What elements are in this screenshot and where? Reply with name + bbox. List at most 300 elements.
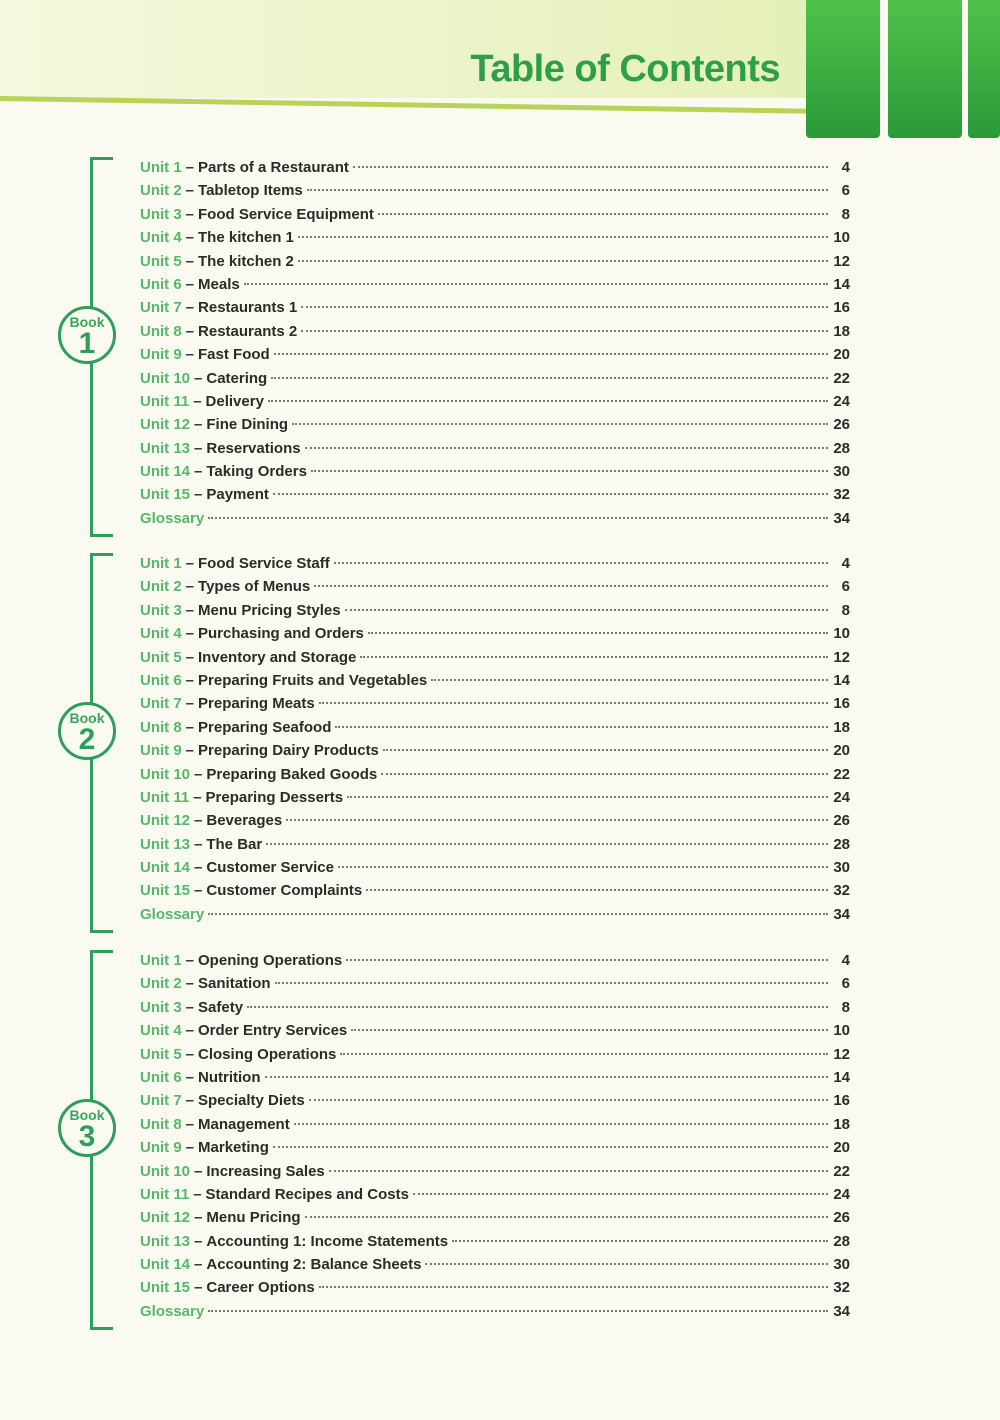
unit-label: Unit 5 [140,648,182,666]
page-number: 12 [833,648,850,666]
unit-label: Unit 4 [140,1022,182,1040]
toc-entry[interactable] [140,297,850,320]
page-number: 20 [833,1139,850,1157]
dot-leader [273,1146,828,1148]
unit-label: Unit 15 [140,486,191,504]
toc-entry[interactable] [140,1277,850,1300]
unit-title: The Bar [206,835,263,853]
page-number: 26 [833,812,850,830]
toc-entry[interactable] [140,1114,850,1137]
toc-entry[interactable] [140,1161,850,1184]
unit-label: Unit 8 [140,322,182,340]
dot-leader [271,377,828,379]
book-badge [58,306,116,364]
dot-leader [353,166,828,168]
unit-label: Unit 9 [140,742,182,760]
separator-dash: – [185,346,195,364]
toc-entry[interactable] [140,461,850,484]
dot-leader [346,959,828,961]
dot-leader [319,702,828,704]
page-number: 14 [833,275,850,293]
unit-title: Food Service Staff [198,555,330,572]
toc-entry[interactable] [140,1044,850,1067]
page-number: 34 [833,905,850,923]
toc-entry[interactable] [140,368,850,391]
unit-title: Nutrition [198,1068,261,1086]
dot-leader [425,1263,828,1265]
unit-label: Unit 8 [140,1115,182,1133]
separator-dash: – [194,765,203,783]
book-badge [58,702,116,760]
separator-dash: – [194,463,203,481]
unit-label: Unit 7 [140,695,182,713]
dot-leader [307,189,828,191]
unit-title: Management [198,1115,290,1133]
toc-entry[interactable] [140,180,850,203]
separator-dash: – [185,159,195,176]
separator-dash: – [185,742,195,760]
dot-leader [309,1099,828,1101]
unit-label: Unit 11 [140,788,190,806]
separator-dash: – [194,859,203,877]
separator-dash: – [185,252,195,270]
unit-title: Taking Orders [206,463,307,481]
dot-leader [208,913,828,915]
unit-label: Unit 7 [140,1092,182,1110]
page-number: 4 [841,159,850,176]
unit-label: Unit 11 [140,1185,190,1203]
toc-entry[interactable] [140,391,850,414]
unit-title: The kitchen 1 [198,229,294,247]
unit-label: Unit 1 [140,952,182,969]
dot-leader [294,1123,828,1125]
unit-title: Career Options [206,1279,315,1297]
page-number: 10 [833,229,850,247]
page-number: 30 [833,859,850,877]
separator-dash: – [194,1256,203,1274]
unit-label: Unit 5 [140,252,182,270]
unit-title: Food Service Equipment [198,205,374,223]
unit-label: Unit 3 [140,601,182,619]
unit-label: Unit 5 [140,1045,182,1063]
separator-dash: – [194,882,203,900]
unit-label: Unit 7 [140,299,182,317]
page-number: 22 [833,1162,850,1180]
unit-label: Unit 2 [140,182,182,200]
book-badge-label: Book [69,1107,105,1123]
unit-label: Unit 13 [140,439,191,457]
book-badge-number: 1 [78,327,96,360]
unit-title: Sanitation [198,975,271,993]
page-number: 20 [833,346,850,364]
page-number: 16 [833,695,850,713]
page-number: 16 [833,1092,850,1110]
unit-label: Glossary [140,905,205,923]
unit-label: Unit 3 [140,205,182,223]
unit-label: Unit 12 [140,416,191,434]
unit-title: Restaurants 2 [198,322,298,340]
separator-dash: – [193,1185,202,1203]
unit-title: Fine Dining [206,416,289,434]
dot-leader [208,517,828,519]
dot-leader [244,283,828,285]
separator-dash: – [185,648,195,666]
separator-dash: – [185,322,195,340]
unit-title: Customer Service [206,859,334,877]
dot-leader [286,819,828,821]
page-number: 14 [833,1068,850,1086]
unit-title: Catering [206,369,268,387]
separator-dash: – [185,1092,195,1110]
dot-leader [301,330,828,332]
toc-entry[interactable] [140,740,850,763]
separator-dash: – [185,275,195,293]
unit-label: Unit 12 [140,1209,191,1227]
toc-entry[interactable] [140,717,850,740]
unit-title: Delivery [205,392,264,410]
page-number: 4 [841,555,850,572]
unit-label: Unit 14 [140,859,191,877]
page-number: 26 [833,416,850,434]
dot-leader [366,889,828,891]
page-number: 32 [833,486,850,504]
page-number: 26 [833,1209,850,1227]
unit-label: Unit 10 [140,765,191,783]
separator-dash: – [194,1232,203,1250]
unit-label: Unit 4 [140,229,182,247]
unit-title: Preparing Fruits and Vegetables [198,671,428,689]
unit-label: Unit 3 [140,998,182,1016]
separator-dash: – [185,718,195,736]
page-number: 10 [833,625,850,643]
toc-entry[interactable] [140,438,850,461]
dot-leader [413,1193,828,1195]
page-number: 22 [833,369,850,387]
page-number: 28 [833,1232,850,1250]
unit-label: Unit 13 [140,1232,191,1250]
dot-leader [452,1240,828,1242]
unit-title: Specialty Diets [198,1092,305,1110]
separator-dash: – [185,998,195,1016]
separator-dash: – [194,835,203,853]
unit-label: Unit 15 [140,882,191,900]
book-badge-label: Book [69,314,105,330]
unit-label: Unit 9 [140,346,182,364]
page-number: 8 [841,205,850,223]
separator-dash: – [194,369,203,387]
separator-dash: – [185,1022,195,1040]
dot-leader [334,562,828,564]
page-number: 24 [833,1185,850,1203]
unit-label: Glossary [140,509,205,527]
dot-leader [314,585,828,587]
page-number: 32 [833,882,850,900]
page-number: 12 [833,252,850,270]
unit-label: Unit 6 [140,671,182,689]
dot-leader [298,236,828,238]
section-tab [806,0,880,138]
book-section-1 [50,157,850,537]
toc-entry[interactable] [140,508,850,531]
toc-entry[interactable] [140,857,850,880]
toc-entry[interactable] [140,647,850,670]
dot-leader [368,632,828,634]
toc-entry[interactable] [140,274,850,297]
unit-label: Unit 1 [140,555,182,572]
dot-leader [360,656,828,658]
unit-title: Marketing [198,1139,269,1157]
toc-entry[interactable] [140,321,850,344]
unit-title: Safety [198,998,244,1016]
unit-title: Tabletop Items [198,182,303,200]
dot-leader [311,470,828,472]
toc-entry[interactable] [140,157,850,180]
header-rule [0,96,812,114]
unit-title: Preparing Seafood [198,718,332,736]
dot-leader [208,1310,828,1312]
dot-leader [301,306,828,308]
dot-leader [305,447,828,449]
unit-title: The kitchen 2 [198,252,294,270]
dot-leader [335,726,828,728]
page-number: 30 [833,1256,850,1274]
toc-entry[interactable] [140,904,850,927]
page-number: 18 [833,718,850,736]
unit-label: Unit 4 [140,625,182,643]
page-number: 28 [833,835,850,853]
toc-entry[interactable] [140,1254,850,1277]
unit-title: Reservations [206,439,301,457]
dot-leader [247,1006,828,1008]
separator-dash: – [193,392,202,410]
separator-dash: – [185,1139,195,1157]
separator-dash: – [185,299,195,317]
unit-title: Parts of a Restaurant [198,159,349,176]
book-badge-number: 2 [78,723,96,756]
section-tab [968,0,1000,138]
page-number: 34 [833,509,850,527]
page-number: 32 [833,1279,850,1297]
page-number: 24 [833,392,850,410]
unit-label: Unit 1 [140,159,182,176]
dot-leader [338,866,828,868]
page-number: 8 [841,998,850,1016]
unit-title: Restaurants 1 [198,299,298,317]
dot-leader [274,353,828,355]
unit-title: Preparing Desserts [205,788,344,806]
toc-list [140,950,850,1324]
dot-leader [298,260,828,262]
dot-leader [305,1216,828,1218]
toc-entry[interactable] [140,1231,850,1254]
book-section-3 [50,950,850,1330]
toc-list [140,553,850,927]
unit-title: Customer Complaints [206,882,363,900]
unit-title: Opening Operations [198,952,343,969]
page-number: 10 [833,1022,850,1040]
dot-leader [266,843,828,845]
book-badge-number: 3 [78,1120,96,1153]
dot-leader [378,213,828,215]
page-number: 22 [833,765,850,783]
unit-label: Glossary [140,1302,205,1320]
page-number: 8 [841,601,850,619]
book-badge [58,1099,116,1157]
page-number: 20 [833,742,850,760]
toc-entry[interactable] [140,834,850,857]
unit-label: Unit 8 [140,718,182,736]
unit-label: Unit 13 [140,835,191,853]
toc-entry[interactable] [140,1184,850,1207]
book-section-2 [50,553,850,933]
unit-title: Menu Pricing Styles [198,601,341,619]
dot-leader [340,1053,828,1055]
separator-dash: – [185,1068,195,1086]
unit-label: Unit 6 [140,1068,182,1086]
unit-title: Accounting 1: Income Statements [206,1232,449,1250]
separator-dash: – [193,788,202,806]
separator-dash: – [194,1162,203,1180]
unit-title: Beverages [206,812,283,830]
section-tab [888,0,962,138]
toc-entry[interactable] [140,1020,850,1043]
toc-entry[interactable] [140,693,850,716]
unit-label: Unit 10 [140,1162,191,1180]
separator-dash: – [194,1279,203,1297]
unit-label: Unit 2 [140,975,182,993]
unit-label: Unit 2 [140,578,182,596]
dot-leader [383,749,828,751]
separator-dash: – [185,578,195,596]
toc-list [140,157,850,531]
toc-entry[interactable] [140,414,850,437]
unit-label: Unit 11 [140,392,190,410]
unit-title: Preparing Meats [198,695,315,713]
unit-title: Preparing Baked Goods [206,765,378,783]
toc-entry[interactable] [140,344,850,367]
page-number: 24 [833,788,850,806]
separator-dash: – [185,975,195,993]
toc-entry[interactable] [140,600,850,623]
dot-leader [273,493,828,495]
toc-entry[interactable] [140,576,850,599]
unit-title: Types of Menus [198,578,311,596]
toc-entry[interactable] [140,623,850,646]
toc-entry[interactable] [140,880,850,903]
page-number: 6 [841,578,850,596]
toc-entry[interactable] [140,251,850,274]
unit-title: Standard Recipes and Costs [205,1185,409,1203]
dot-leader [319,1286,828,1288]
toc-entry[interactable] [140,484,850,507]
toc-entry[interactable] [140,227,850,250]
toc-entry[interactable] [140,553,850,576]
dot-leader [275,982,828,984]
dot-leader [265,1076,829,1078]
dot-leader [268,400,828,402]
separator-dash: – [185,1115,195,1133]
toc-entry[interactable] [140,950,850,973]
toc-entry[interactable] [140,973,850,996]
toc-entry[interactable] [140,1090,850,1113]
toc-entry[interactable] [140,787,850,810]
page-number: 16 [833,299,850,317]
separator-dash: – [194,439,203,457]
toc-entry[interactable] [140,1301,850,1324]
separator-dash: – [185,671,195,689]
unit-label: Unit 9 [140,1139,182,1157]
page-number: 12 [833,1045,850,1063]
toc-entry[interactable] [140,1137,850,1160]
unit-title: Order Entry Services [198,1022,348,1040]
separator-dash: – [185,625,195,643]
unit-label: Unit 12 [140,812,191,830]
unit-label: Unit 14 [140,1256,191,1274]
separator-dash: – [194,486,203,504]
toc-entry[interactable] [140,764,850,787]
separator-dash: – [185,695,195,713]
toc-entry[interactable] [140,1207,850,1230]
toc-entry[interactable] [140,204,850,227]
dot-leader [347,796,828,798]
separator-dash: – [185,205,195,223]
unit-label: Unit 14 [140,463,191,481]
separator-dash: – [185,601,195,619]
page-number: 30 [833,463,850,481]
separator-dash: – [185,229,195,247]
page-number: 28 [833,439,850,457]
dot-leader [329,1170,828,1172]
page-number: 6 [841,182,850,200]
toc-entry[interactable] [140,997,850,1020]
unit-label: Unit 15 [140,1279,191,1297]
dot-leader [351,1029,828,1031]
separator-dash: – [185,182,195,200]
toc-entry[interactable] [140,810,850,833]
unit-title: Menu Pricing [206,1209,301,1227]
unit-title: Accounting 2: Balance Sheets [206,1256,422,1274]
separator-dash: – [185,952,195,969]
unit-title: Increasing Sales [206,1162,325,1180]
page-number: 14 [833,671,850,689]
page-number: 34 [833,1302,850,1320]
separator-dash: – [194,416,203,434]
separator-dash: – [185,555,195,572]
unit-title: Purchasing and Orders [198,625,364,643]
page-number: 18 [833,1115,850,1133]
toc-entry[interactable] [140,1067,850,1090]
unit-title: Inventory and Storage [198,648,357,666]
book-badge-label: Book [69,710,105,726]
page-number: 6 [841,975,850,993]
page-title: Table of Contents [470,48,780,90]
toc-entry[interactable] [140,670,850,693]
unit-label: Unit 6 [140,275,182,293]
unit-title: Meals [198,275,240,293]
separator-dash: – [185,1045,195,1063]
dot-leader [292,423,828,425]
page-number: 4 [841,952,850,969]
unit-title: Closing Operations [198,1045,337,1063]
separator-dash: – [194,1209,203,1227]
separator-dash: – [194,812,203,830]
dot-leader [345,609,828,611]
unit-title: Preparing Dairy Products [198,742,379,760]
dot-leader [381,773,828,775]
unit-label: Unit 10 [140,369,191,387]
unit-title: Payment [206,486,269,504]
page-number: 18 [833,322,850,340]
